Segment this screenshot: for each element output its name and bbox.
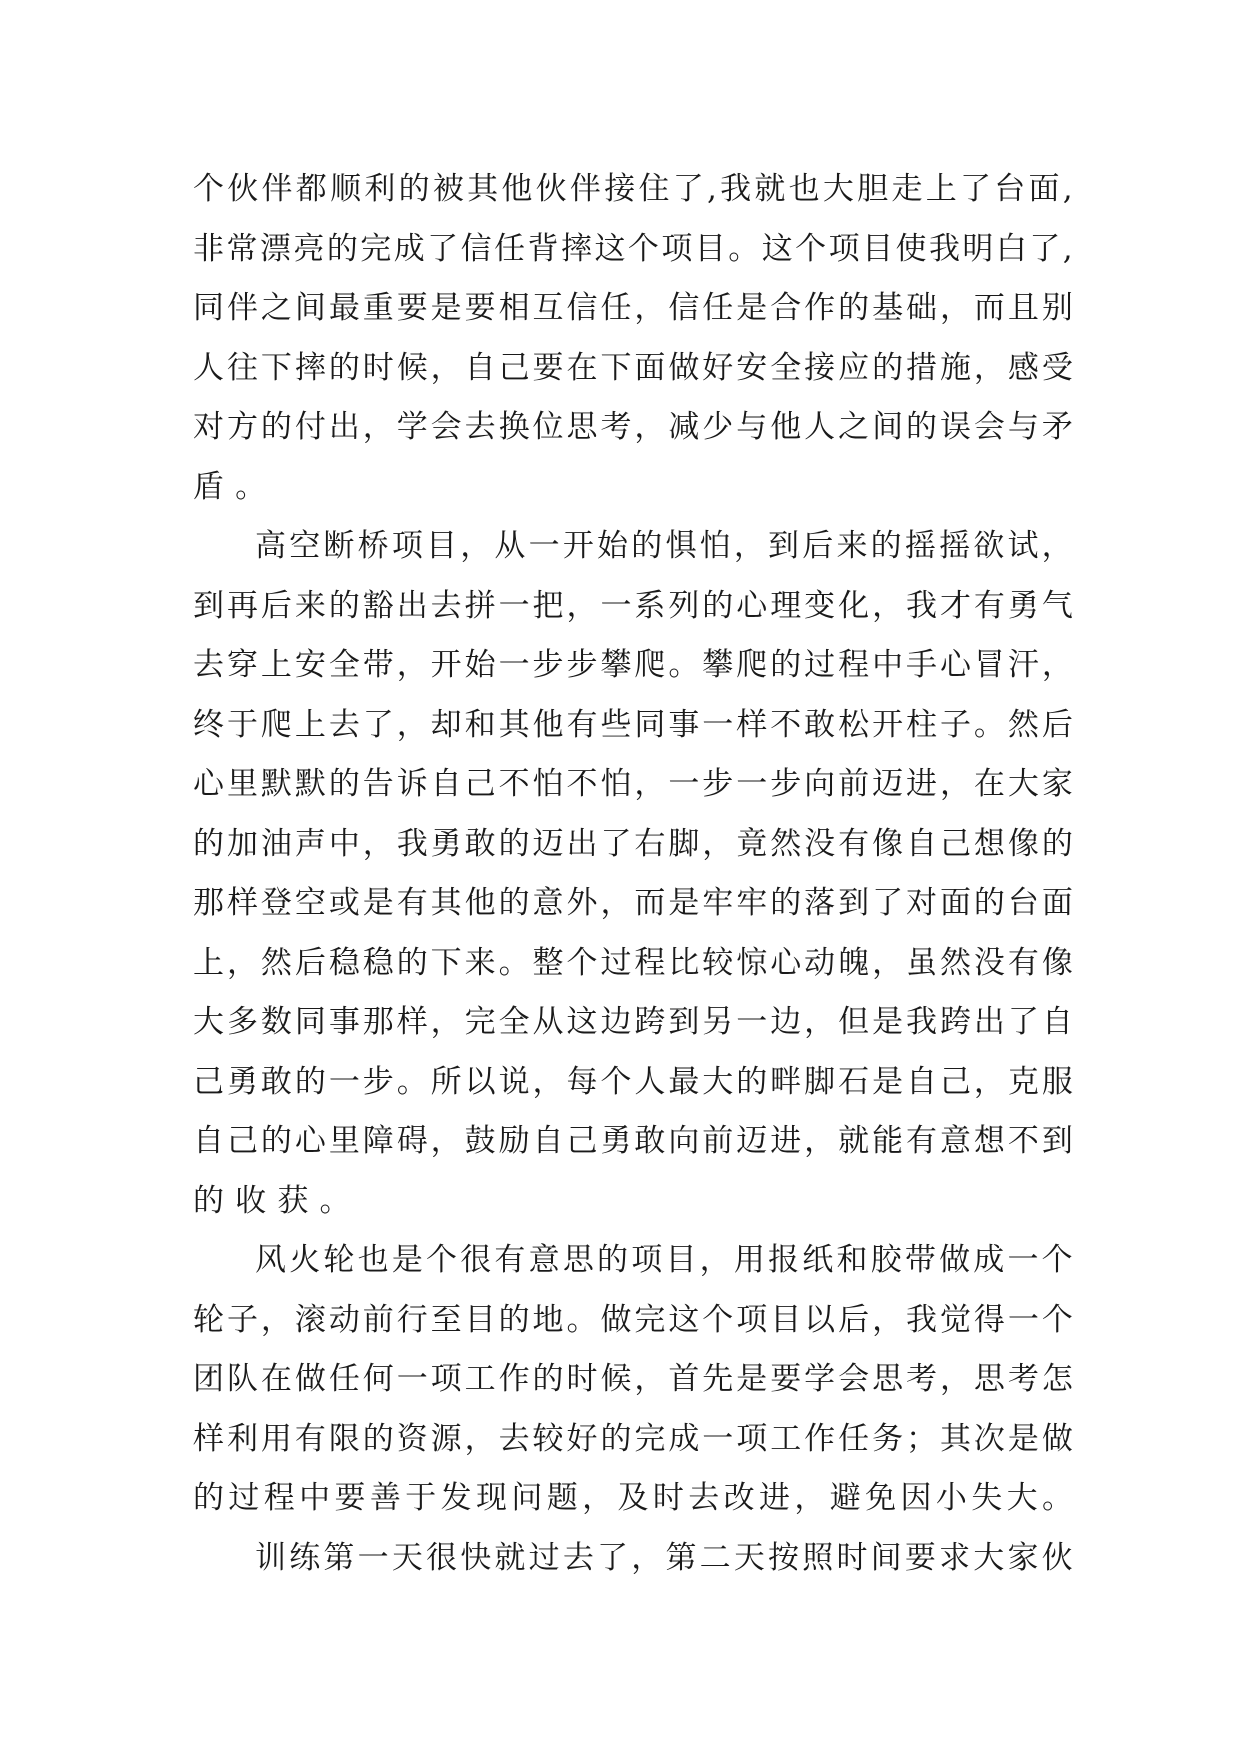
text-line: 同 伴 之 间 最 重 要 是 要 相 互 信 任 ， 信 任 是 合 作 的 基 础 ， 而 且 别 bbox=[193, 290, 1073, 326]
text-line-content: 的收获。 bbox=[193, 1182, 362, 1219]
text-line: 对 方 的 付 出 ， 学 会 去 换 位 思 考 ， 减 少 与 他 人 之 间 的 误 会 与 矛 bbox=[193, 409, 1073, 445]
text-line: 样 利 用 有 限 的 资 源 ， 去 较 好 的 完 成 一 项 工 作 任 务 ； 其 次 是 做 bbox=[193, 1420, 1073, 1457]
text-line: 心 里 默 默 的 告 诉 自 己 不 怕 不 怕 ， 一 步 一 步 向 前 迈 进 ， 在 大 家 bbox=[193, 766, 1073, 802]
text-line: 的 过 程 中 要 善 于 发 现 问 题 ， 及 时 去 改 进 ， 避 免 因 小 失 大 。 bbox=[193, 1480, 1073, 1516]
text-line: 高 空 断 桥 项 目 ， 从 一 开 始 的 惧 怕 ， 到 后 来 的 摇 摇 欲 试 ， bbox=[255, 528, 1073, 564]
text-line: 风 火 轮 也 是 个 很 有 意 思 的 项 目 ， 用 报 纸 和 胶 带 做 成 一 个 bbox=[255, 1242, 1073, 1278]
text-line: 去 穿 上 安 全 带 ， 开 始 一 步 步 攀 爬 。 攀 爬 的 过 程 中 手 心 冒 汗 ， bbox=[193, 647, 1073, 683]
text-line: 训 练 第 一 天 很 快 就 过 去 了 ， 第 二 天 按 照 时 间 要 求 大 家 伙 bbox=[255, 1539, 1073, 1576]
text-line: 非 常 漂 亮 的 完 成 了 信 任 背 摔 这 个 项 目 。 这 个 项 目 使 我 明 白 了 , bbox=[193, 230, 1073, 267]
text-line bbox=[193, 1172, 1073, 1232]
text-line: 上 ， 然 后 稳 稳 的 下 来 。 整 个 过 程 比 较 惊 心 动 魄 ， 虽 然 没 有 像 bbox=[193, 944, 1073, 981]
text-line bbox=[193, 458, 1073, 518]
text-line: 到 再 后 来 的 豁 出 去 拼 一 把 ， 一 系 列 的 心 理 变 化 ， 我 才 有 勇 气 bbox=[193, 587, 1073, 624]
text-line: 人 往 下 摔 的 时 候 ， 自 己 要 在 下 面 做 好 安 全 接 应 的 措 施 ， 感 受 bbox=[193, 349, 1073, 386]
text-line: 自 己 的 心 里 障 碍 ， 鼓 励 自 己 勇 敢 向 前 迈 进 ， 就 能 有 意 想 不 到 bbox=[193, 1123, 1073, 1159]
text-line: 轮 子 ， 滚 动 前 行 至 目 的 地 。 做 完 这 个 项 目 以 后 ， 我 觉 得 一 个 bbox=[193, 1301, 1073, 1338]
text-line: 团 队 在 做 任 何 一 项 工 作 的 时 候 ， 首 先 是 要 学 会 思 考 ， 思 考 怎 bbox=[193, 1361, 1073, 1397]
text-line: 那 样 登 空 或 是 有 其 他 的 意 外 ， 而 是 牢 牢 的 落 到 了 对 面 的 台 面 bbox=[193, 885, 1073, 921]
text-line: 己 勇 敢 的 一 步 。 所 以 说 ， 每 个 人 最 大 的 畔 脚 石 是 自 己 ， 克 服 bbox=[193, 1063, 1073, 1100]
text-line: 大 多 数 同 事 那 样 ， 完 全 从 这 边 跨 到 另 一 边 ， 但 是 我 跨 出 了 自 bbox=[193, 1004, 1073, 1040]
text-line: 的 加 油 声 中 ， 我 勇 敢 的 迈 出 了 右 脚 ， 竟 然 没 有 像 自 己 想 像 的 bbox=[193, 825, 1073, 862]
text-line-content: 盾。 bbox=[193, 468, 278, 505]
text-line: 终 于 爬 上 去 了 ， 却 和 其 他 有 些 同 事 一 样 不 敢 松 开 柱 子 。 然 后 bbox=[193, 706, 1073, 743]
body-text bbox=[193, 160, 1073, 1588]
text-line: 个 伙 伴 都 顺 利 的 被 其 他 伙 伴 接 住 了 , 我 就 也 大 胆 走 上 了 台 面 , bbox=[193, 171, 1073, 207]
